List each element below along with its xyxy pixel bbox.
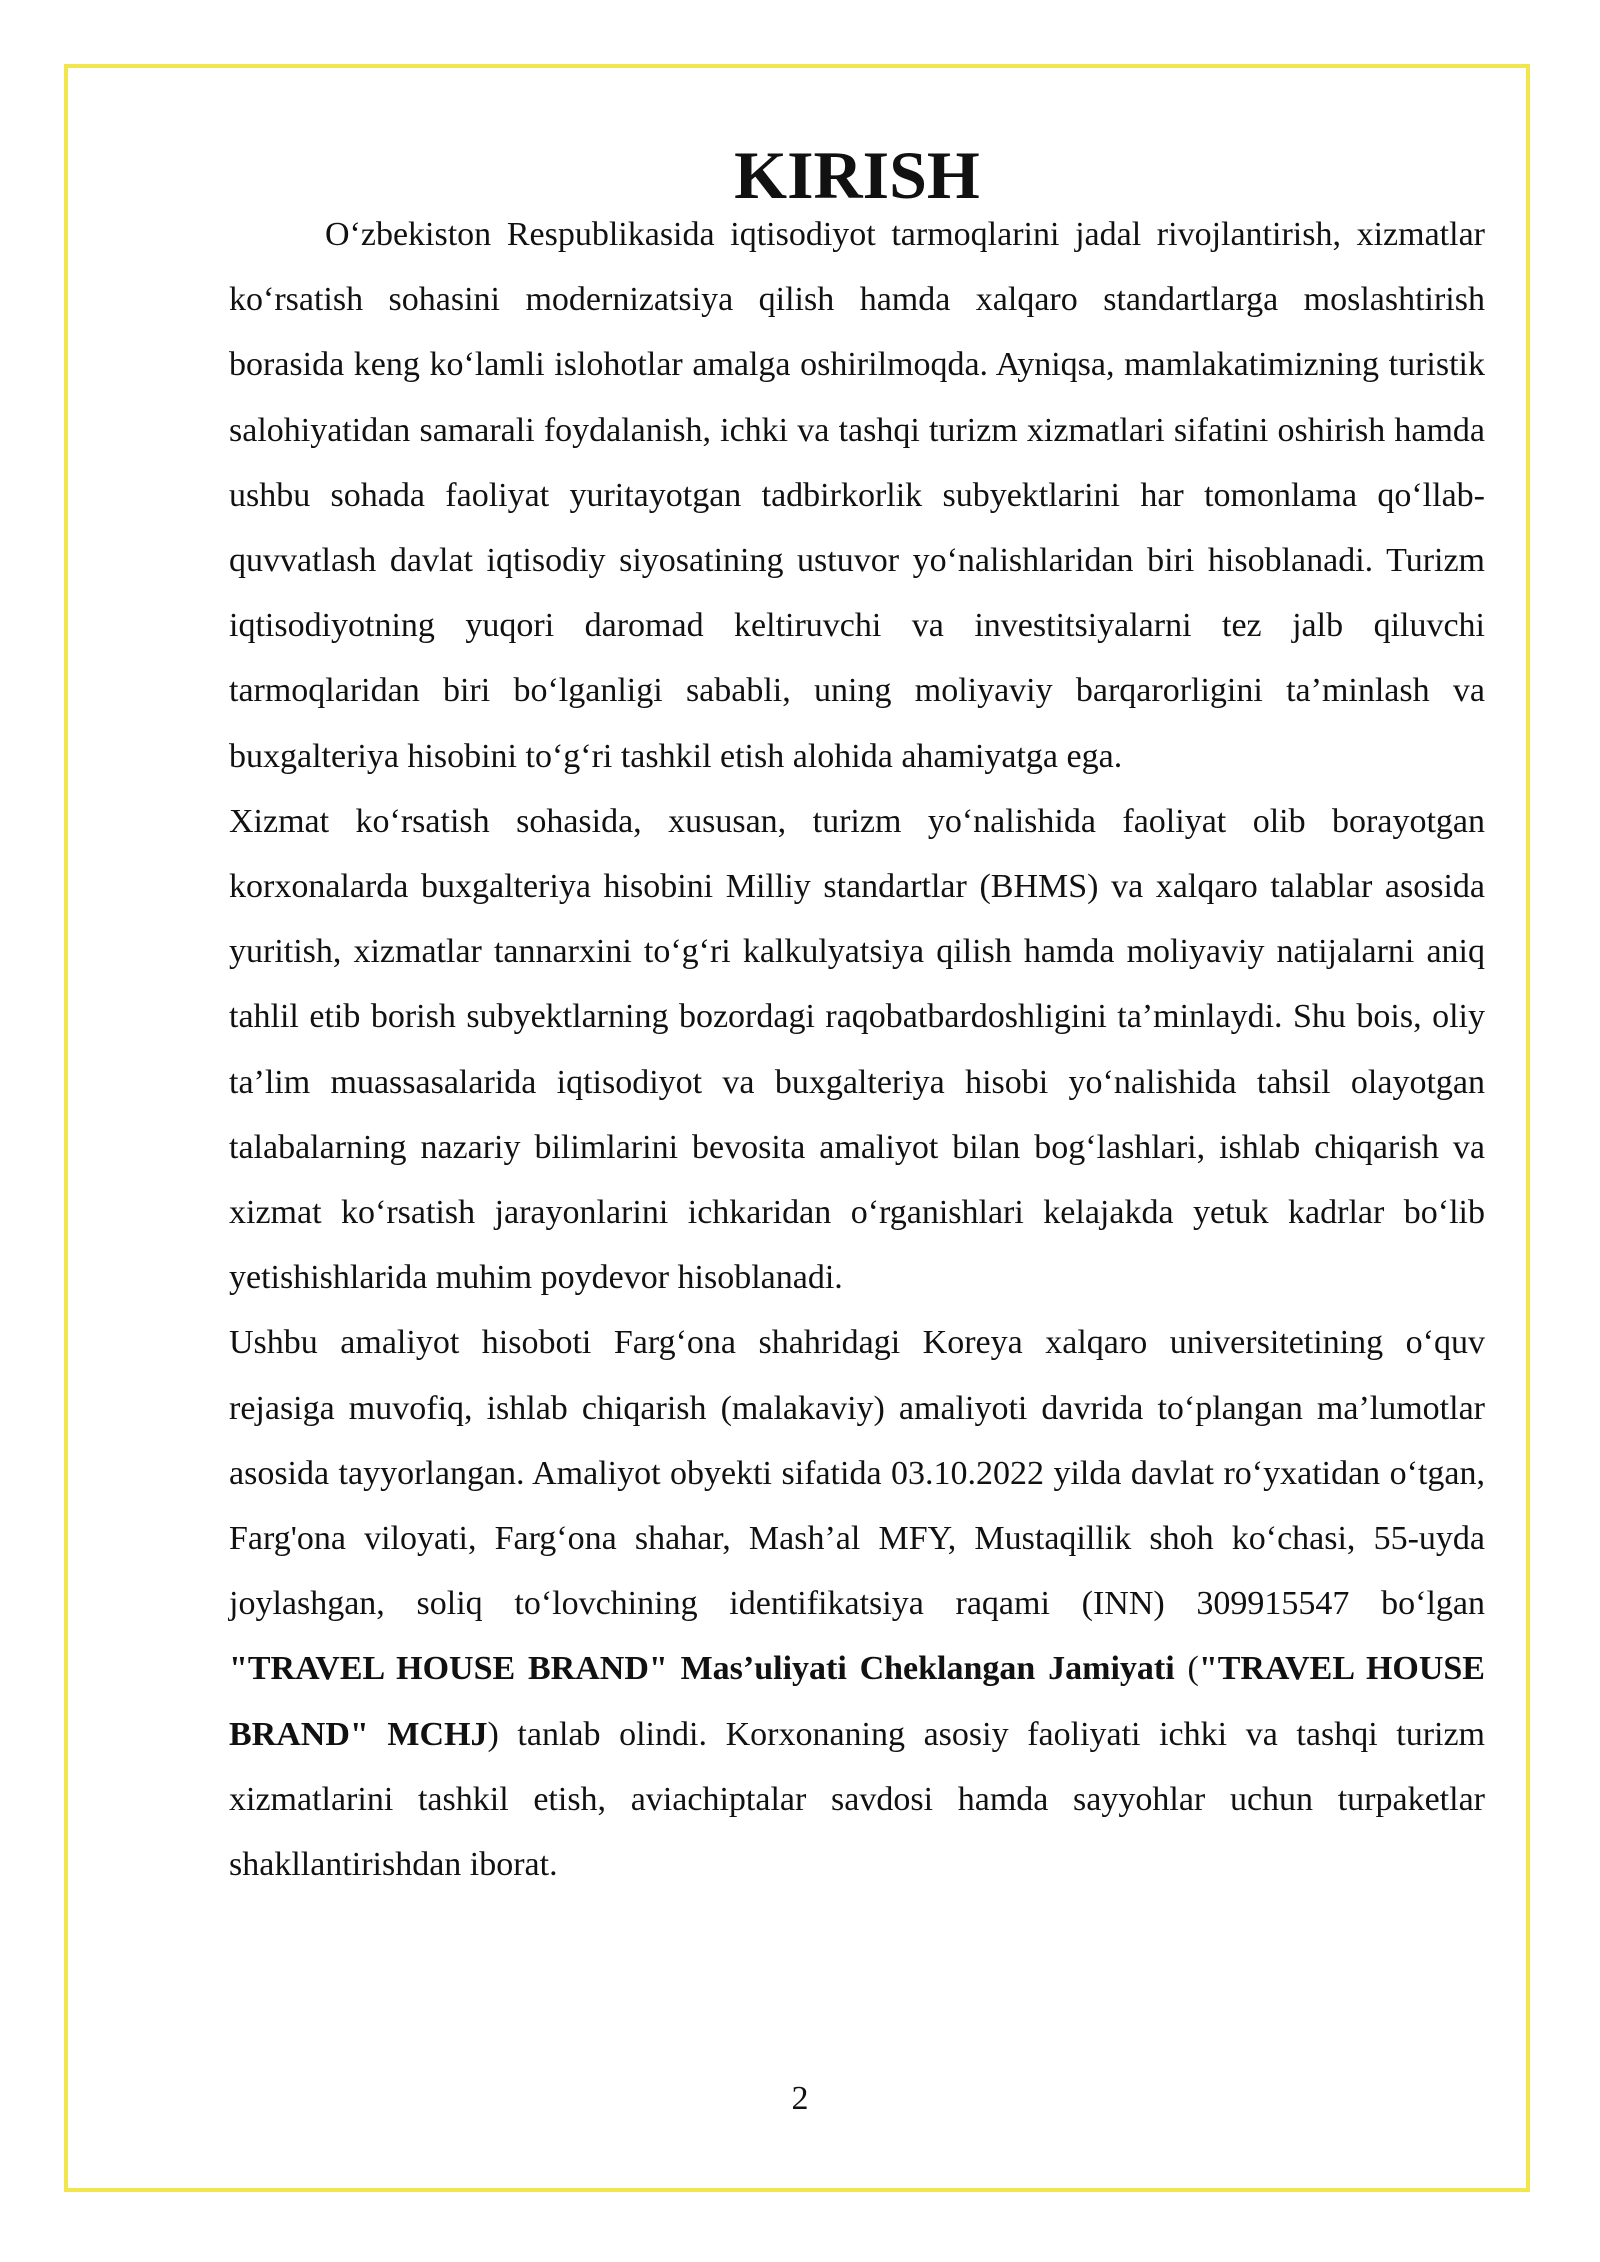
- document-body: [229, 137, 1486, 1897]
- paragraph-practice-report: [229, 1310, 1485, 1897]
- page-number: 2: [791, 2080, 809, 2117]
- section-heading: KIRISH: [734, 137, 980, 213]
- company-short-name: "TRAVEL HOUSE BRAND" MCHJ: [229, 1650, 1485, 1753]
- paragraph-text: ) tanlab olindi. Korxonaning asosiy faoliyati ichki va tashqi turizm xizmatlarini tashkil etish, aviachiptalar savdosi hamda sayyohlar uchun turpaketlar shakllantirishdan iborat.: [229, 1715, 1486, 1884]
- paragraph-text: (: [1174, 1650, 1199, 1688]
- paragraph-intro: O‘zbekiston Respublikasida iqtisodiyot tarmoqlarini jadal rivojlantirish, xizmatlar ko‘rsatish sohasini modernizatsiya qilish hamda xalqaro standartlarga moslashtirish borasida keng ko‘lamli islohotlar amalga oshirilmoqda. Ayniqsa, mamlakatimizning turistik salohiyatidan samarali foydalanish, ichki va tashqi turizm xizmatlari sifatini oshirish hamda ushbu sohada faoliyat yuritayotgan tadbirkorlik subyektlarini har tomonlama qo‘llab-quvvatlash davlat iqtisodiy siyosatining ustuvor yo‘nalishlaridan biri hisoblanadi. Turizm iqtisodiyotning yuqori daromad keltiruvchi va investitsiyalarni tez jalb qiluvchi tarmoqlaridan biri bo‘lganligi sababli, uning moliyaviy barqarorligini ta’minlash va buxgalteriya hisobini to‘g‘ri tashkil etish alohida ahamiyatga ega.: [229, 216, 1485, 775]
- company-full-name: "TRAVEL HOUSE BRAND" Mas’uliyati Cheklangan Jamiyati: [229, 1650, 1175, 1688]
- paragraph-service-sector: Xizmat ko‘rsatish sohasida, xususan, turizm yo‘nalishida faoliyat olib borayotgan korxonalarda buxgalteriya hisobini Milliy standartlar (BHMS) va xalqaro talablar asosida yuritish, xizmatlar tannarxini to‘g‘ri kalkulyatsiya qilish hamda moliyaviy natijalarni aniq tahlil etib borish subyektlarning bozordagi raqobatbardoshligini ta’minlaydi. Shu bois, oliy ta’lim muassasalarida iqtisodiyot va buxgalteriya hisobi yo‘nalishida tahsil olayotgan talabalarning nazariy bilimlarini bevosita amaliyot bilan bog‘lashlari, ishlab chiqarish va xizmat ko‘rsatish jarayonlarini ichkaridan o‘rganishlari kelajakda yetuk kadrlar bo‘lib yetishishlarida muhim poydevor hisoblanadi.: [229, 802, 1485, 1297]
- paragraph-text: Ushbu amaliyot hisoboti Farg‘ona shahridagi Koreya xalqaro universitetining o‘quv rejasiga muvofiq, ishlab chiqarish (malakaviy) amaliyoti davrida to‘plangan ma’lumotlar asosida tayyorlangan. Amaliyot obyekti sifatida 03.10.2022 yilda davlat ro‘yxatidan o‘tgan, Farg'ona viloyati, Farg‘ona shahar, Mash’al MFY, Mustaqillik shoh ko‘chasi, 55-uyda joylashgan, soliq to‘lovchining identifikatsiya raqami (INN) 309915547 bo‘lgan: [229, 1324, 1485, 1623]
